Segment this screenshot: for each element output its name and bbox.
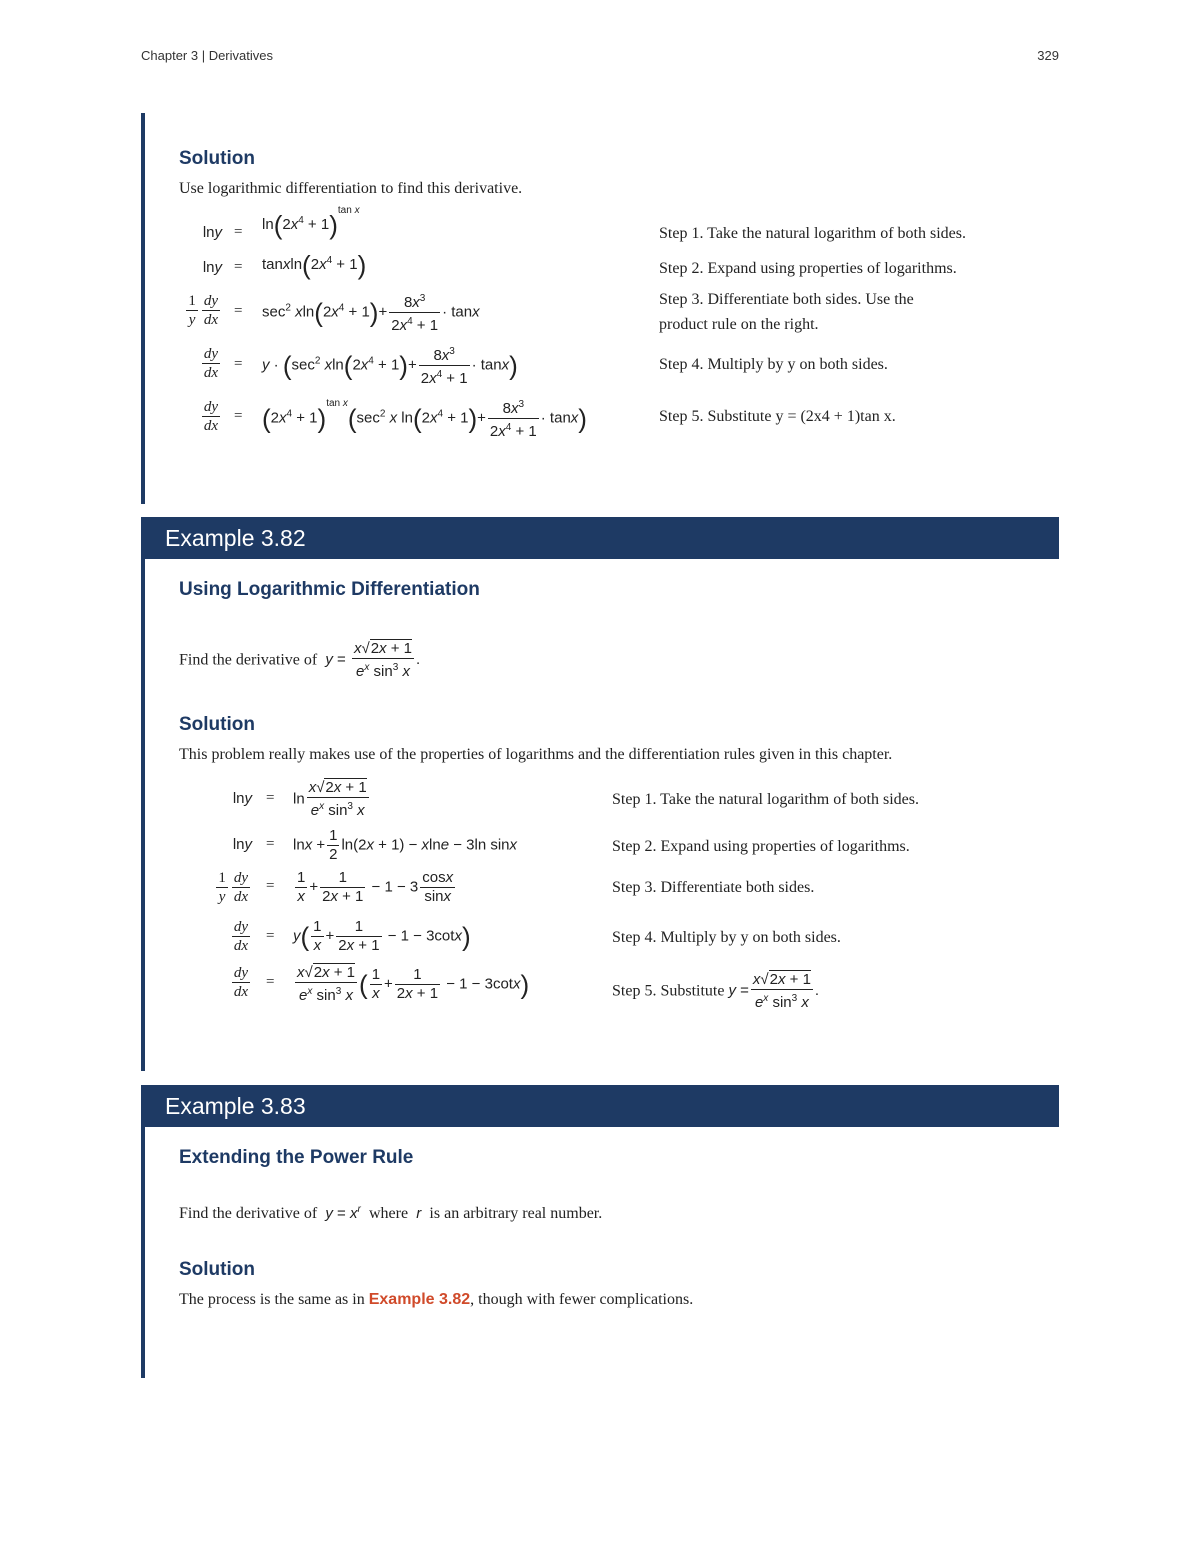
step-text: Step 4. Multiply by y on both sides. [659, 356, 888, 373]
example-382-accent-bar [141, 558, 145, 1071]
eq-rhs: $\frac{x√2x + 1}{e^x \sin^3 x}$ ( $\frac{1}{x}$ + $\frac{1}{2x + 1}$ − 1 − 3cotx) [297, 964, 530, 1004]
eq-rhs: $\ln(2x^4 + 1)^{tan x}$ [262, 204, 360, 240]
eq-lhs: $\frac{1}{y}$ $\frac{dy}{dx}$ [188, 293, 218, 328]
solution-heading: Solution [179, 148, 255, 169]
eq-rhs: y( $\frac{1}{x}$ + $\frac{1}{2x + 1}$ − 1 − 3cotx) [293, 918, 471, 954]
step-text: Step 2. Expand using properties of logarithms. [659, 260, 957, 277]
prompt-text: Find the derivative of [179, 1205, 318, 1222]
example-383-solution-text [179, 1291, 693, 1309]
prompt-text: Find the derivative of [179, 651, 318, 669]
eq-lhs: $\frac{dy}{dx}$ [233, 919, 248, 954]
example-382-solution-heading: Solution [179, 714, 255, 735]
prompt-formula: $y = x^r$ [325, 1204, 361, 1222]
eq-sign: = [266, 836, 275, 852]
eq-rhs: $\frac{1}{x}$ + $\frac{1}{2x + 1}$ − 1 − 3 $\frac{\cos x}{\sin x}$ [297, 869, 454, 905]
step-text [612, 971, 819, 1012]
step-text: Step 3. Differentiate both sides. Use the [659, 291, 914, 308]
example-383-solution-heading: Solution [179, 1259, 255, 1280]
prompt-formula: y = $\frac{x√2x + 1}{e^x \sin^3 x}$ . [325, 640, 421, 680]
example-382-banner: Example 3.82 [141, 517, 1059, 559]
prompt-variable: r [412, 1205, 426, 1222]
prompt-text-end: is an arbitrary real number. [429, 1205, 603, 1222]
example-382-prompt [179, 640, 420, 681]
running-header: Chapter 3 | Derivatives [141, 48, 273, 63]
eq-lhs: lny [202, 224, 222, 241]
eq-sign: = [266, 790, 275, 806]
eq-lhs: $\frac{dy}{dx}$ [203, 346, 218, 381]
example-383-title: Extending the Power Rule [179, 1147, 414, 1168]
eq-rhs: $(2x^4 + 1)^{tan x}(\sec^2$ x $\ln(2x^4 + 1)+$ $\frac{8x^3}{2x^4 + 1}$ · tanx) [262, 396, 587, 441]
eq-sign: = [234, 408, 243, 424]
eq-sign: = [234, 224, 243, 240]
step-text: Step 5. Substitute y = (2x4 + 1)tan x. [659, 408, 896, 425]
eq-lhs: lny [232, 790, 252, 807]
example-383-banner: Example 3.83 [141, 1085, 1059, 1127]
example-383-accent-bar [141, 1126, 145, 1378]
solution-intro: Use logarithmic differentiation to find this derivative. [179, 180, 523, 197]
step-text: Step 4. Multiply by y on both sides. [612, 929, 841, 946]
step-text: product rule on the right. [659, 316, 819, 333]
eq-sign: = [234, 356, 243, 372]
prompt-text-mid: where [368, 1205, 409, 1222]
eq-rhs: $tanxln(2x^4 + 1)$ [262, 250, 367, 280]
eq-lhs: $\frac{dy}{dx}$ [233, 965, 248, 1000]
eq-rhs: lnx + $\frac{1}{2}$ ln(2x + 1) − xlne − 3ln sinx [293, 827, 518, 863]
page-number: 329 [1037, 48, 1059, 63]
eq-sign: = [234, 259, 243, 275]
eq-sign: = [266, 878, 275, 894]
step-5-formula: y = $\frac{x√2x + 1}{e^x \sin^3 x}$ . [728, 971, 820, 1011]
example-382-solution-intro: This problem really makes use of the properties of logarithms and the differentiation rules given in this chapter. [179, 746, 893, 763]
eq-lhs: $\frac{dy}{dx}$ [203, 399, 218, 434]
solution-accent-bar [141, 113, 145, 504]
eq-lhs: lny [232, 836, 252, 853]
eq-sign: = [266, 974, 275, 990]
step-text: Step 1. Take the natural logarithm of both sides. [612, 791, 919, 808]
example-382-link[interactable]: Example 3.82 [368, 1291, 471, 1308]
eq-rhs: $y \cdot (\sec^2$ $xln(2x^4 + 1)+$ $\frac{8x^3}{2x^4 + 1}$ · tanx) [262, 343, 518, 388]
eq-rhs: $\sec^2 xln(2x^4 + 1)+$ $\frac{8x^3}{2x^4 + 1}$ · tanx [262, 290, 480, 335]
eq-lhs: $\frac{1}{y}$ $\frac{dy}{dx}$ [218, 870, 248, 905]
eq-sign: = [234, 303, 243, 319]
example-382-title: Using Logarithmic Differentiation [179, 579, 480, 600]
solution-text-end: , though with fewer complications. [470, 1291, 694, 1308]
step-text: Step 3. Differentiate both sides. [612, 879, 815, 896]
step-text: Step 2. Expand using properties of logarithms. [612, 838, 910, 855]
eq-lhs: lny [202, 259, 222, 276]
step-5-label: Step 5. Substitute [612, 982, 725, 1000]
eq-sign: = [266, 928, 275, 944]
eq-rhs: ln $\frac{x√2x + 1}{e^x \sin^3 x}$ [293, 779, 367, 819]
solution-text-start: The process is the same as in [179, 1291, 365, 1308]
step-text: Step 1. Take the natural logarithm of both sides. [659, 225, 966, 242]
example-383-prompt [179, 1204, 602, 1223]
